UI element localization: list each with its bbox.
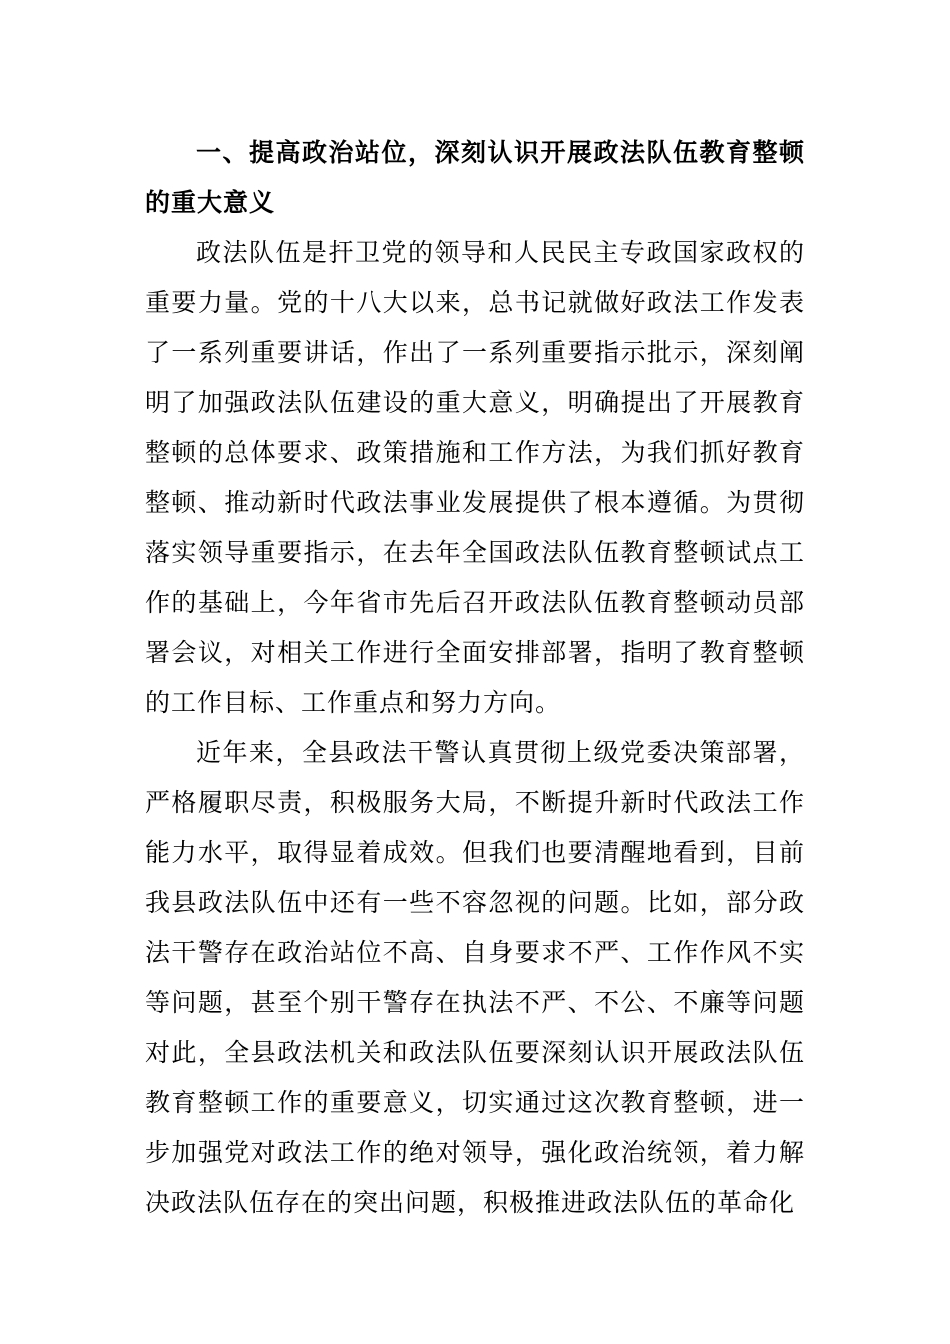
section-heading: 一、提高政治站位，深刻认识开展政法队伍教育整顿的重大意义 xyxy=(145,138,805,217)
paragraph-1: 政法队伍是扞卫党的领导和人民民主专政国家政权的重要力量。党的十八大以来，总书记就做好政法工作发表了一系列重要讲话，作出了一系列重要指示批示，深刻阐明了加强政法队伍建设的重大意义，明确提出了开展教育整顿的总体要求、政策措施和工作方法，为我们抓好教育整顿、推动新时代政法事业发展提供了根本遵循。为贯彻落实领导重要指示，在去年全国政法队伍教育整顿试点工作的基础上，今年省市先后召开政法队伍教育整顿动员部署会议，对相关工作进行全面安排部署，指明了教育整顿的工作目标、工作重点和努力方向。 xyxy=(145,238,805,717)
paragraph-2: 近年来，全县政法干警认真贯彻上级党委决策部署，严格履职尽责，积极服务大局，不断提升新时代政法工作能力水平，取得显着成效。但我们也要清醒地看到，目前我县政法队伍中还有一些不容忽视的问题。比如，部分政法干警存在政治站位不高、自身要求不严、工作作风不实等问题，甚至个别干警存在执法不严、不公、不廉等问题对此，全县政法机关和政法队伍要深刻认识开展政法队伍教育整顿工作的重要意义，切实通过这次教育整顿，进一步加强党对政法工作的绝对领导，强化政治统领，着力解决政法队伍存在的突出问题，积极推进政法队伍的革命化 xyxy=(145,738,805,1217)
document-body xyxy=(145,128,805,1228)
